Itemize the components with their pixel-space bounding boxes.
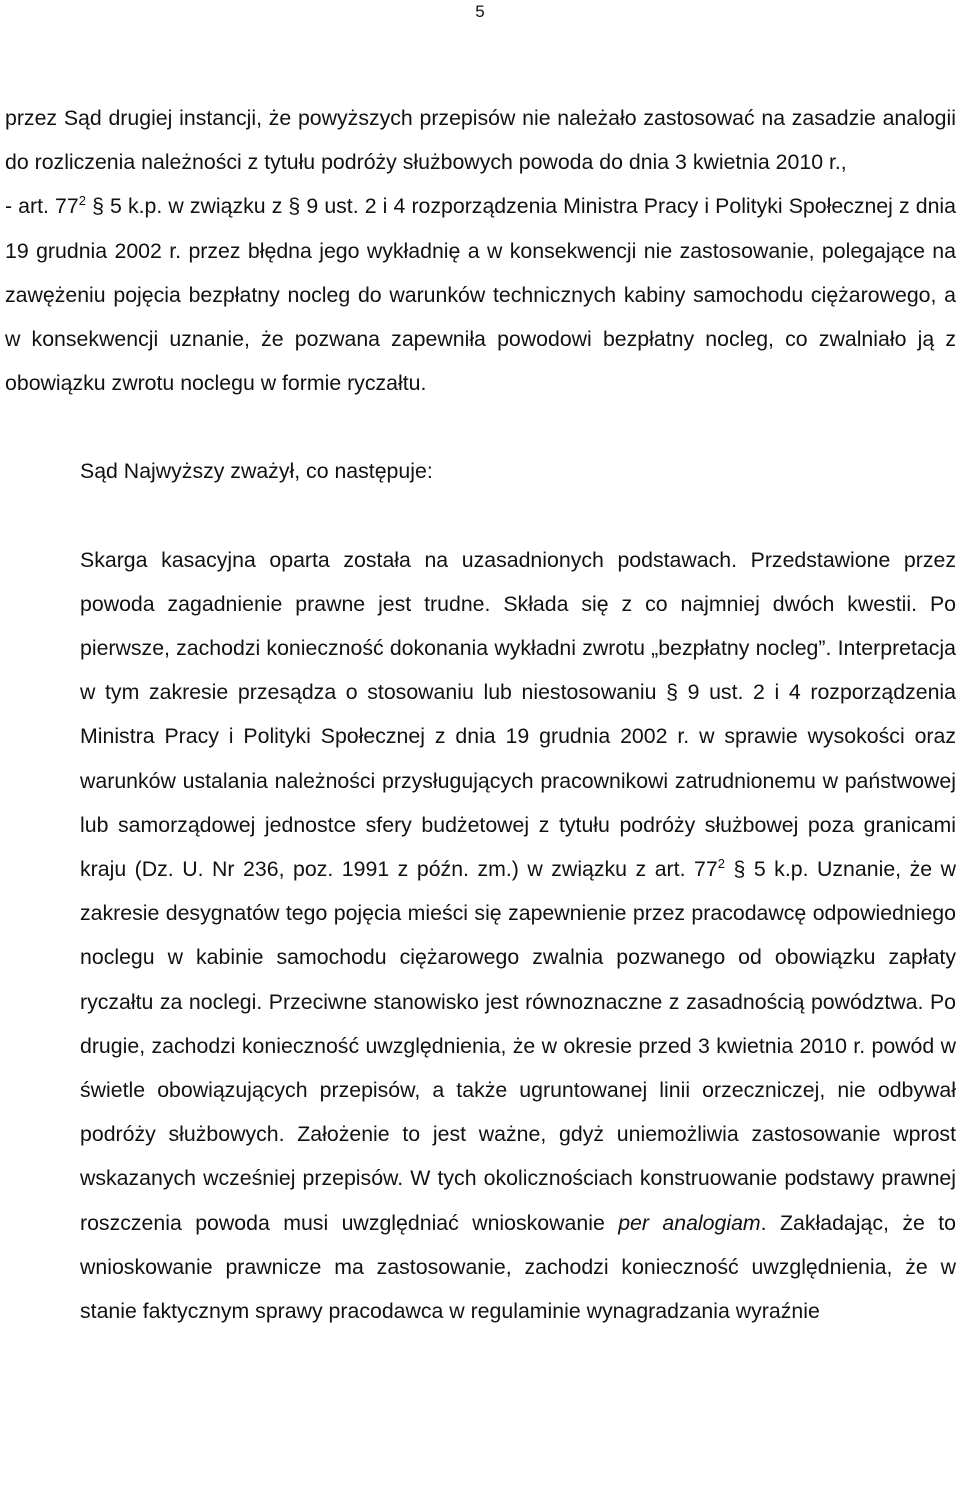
skarga-text-part-2: § 5 k.p. Uznanie, że w zakresie desygnatów tego pojęcia mieści się zapewnienie przez pracodawcę odpowiedniego noclegu w kabinie samochodu ciężarowego zwalnia pozwanego od obowiązku zapłaty ryczałtu za noclegi. Przeciwne stanowisko jest równoznaczne z zasadnością powództwa. Po drugie, zachodzi konieczność uwzględnienia, że w okresie przed 3 kwietnia 2010 r. powód w świetle obowiązujących przepisów, a także ugruntowanej linii orzeczniczej, nie odbywał podróży służbowych. Założenie to jest ważne, gdyż uniemożliwia zastosowanie wprost wskazanych wcześniej przepisów. W tych okolicznościach konstruowanie podstawy prawnej roszczenia powoda musi uwzględniać wnioskowanie — [80, 857, 956, 1235]
art-77-continuation: § 5 k.p. w związku z § 9 ust. 2 i 4 rozporządzenia Ministra Pracy i Polityki Społecznej z dnia 19 grudnia 2002 r. przez błędna jego wykładnię a w konsekwencji nie zastosowanie, polegające na zawężeniu pojęcia bezpłatny nocleg do warunków technicznych kabiny samochodu ciężarowego, a w konsekwencji uznanie, że pozwana zapewniła powodowi bezpłatny nocleg, co zwalniało ją z obowiązku zwrotu noclegu w formie ryczałtu. — [5, 194, 956, 396]
skarga-text-part-1: Skarga kasacyjna oparta została na uzasadnionych podstawach. Przedstawione przez powoda zagadnienie prawne jest trudne. Składa się z co najmniej dwóch kwestii. Po pierwsze, zachodzi konieczność dokonania wykładni zwrotu „bezpłatny nocleg”. Interpretacja w tym zakresie przesądza o stosowaniu lub niestosowaniu § 9 ust. 2 i 4 rozporządzenia Ministra Pracy i Polityki Społecznej z dnia 19 grudnia 2002 r. w sprawie wysokości oraz warunków ustalania należności przysługujących pracownikowi zatrudnionemu w państwowej lub samorządowej jednostce sfery budżetowej z tytułu podróży służbowej poza granicami kraju (Dz. U. Nr 236, poz. 1991 z późn. zm.) w związku z art. 77 — [80, 547, 956, 882]
paragraph-gap — [5, 405, 956, 449]
italic-per-analogiam: per analogiam — [618, 1210, 761, 1235]
paragraph-sad-drugiej-instancji: przez Sąd drugiej instancji, że powyższych przepisów nie należało zastosować na zasadzie analogii do rozliczenia należności z tytułu podróży służbowych powoda do dnia 3 kwietnia 2010 r., — [5, 106, 956, 175]
superscript-2: 2 — [717, 856, 725, 872]
paragraph-skarga-kasacyjna — [5, 538, 956, 1334]
document-body — [5, 96, 956, 1333]
paragraph-gap — [5, 494, 956, 538]
skarga-text-part-3: . Zakładając, że to wnioskowanie prawnicze ma zastosowanie, zachodzi konieczność uwzględnienia, że w stanie faktycznym sprawy pracodawca w regulaminie wynagradzania wyraźnie — [80, 1210, 956, 1324]
page-number: 5 — [475, 2, 485, 21]
paragraph-art-77 — [5, 184, 956, 405]
section-heading: Sąd Najwyższy zważył, co następuje: — [80, 459, 433, 484]
art-77-text: - art. 77 — [5, 194, 79, 219]
superscript-2: 2 — [78, 193, 86, 209]
